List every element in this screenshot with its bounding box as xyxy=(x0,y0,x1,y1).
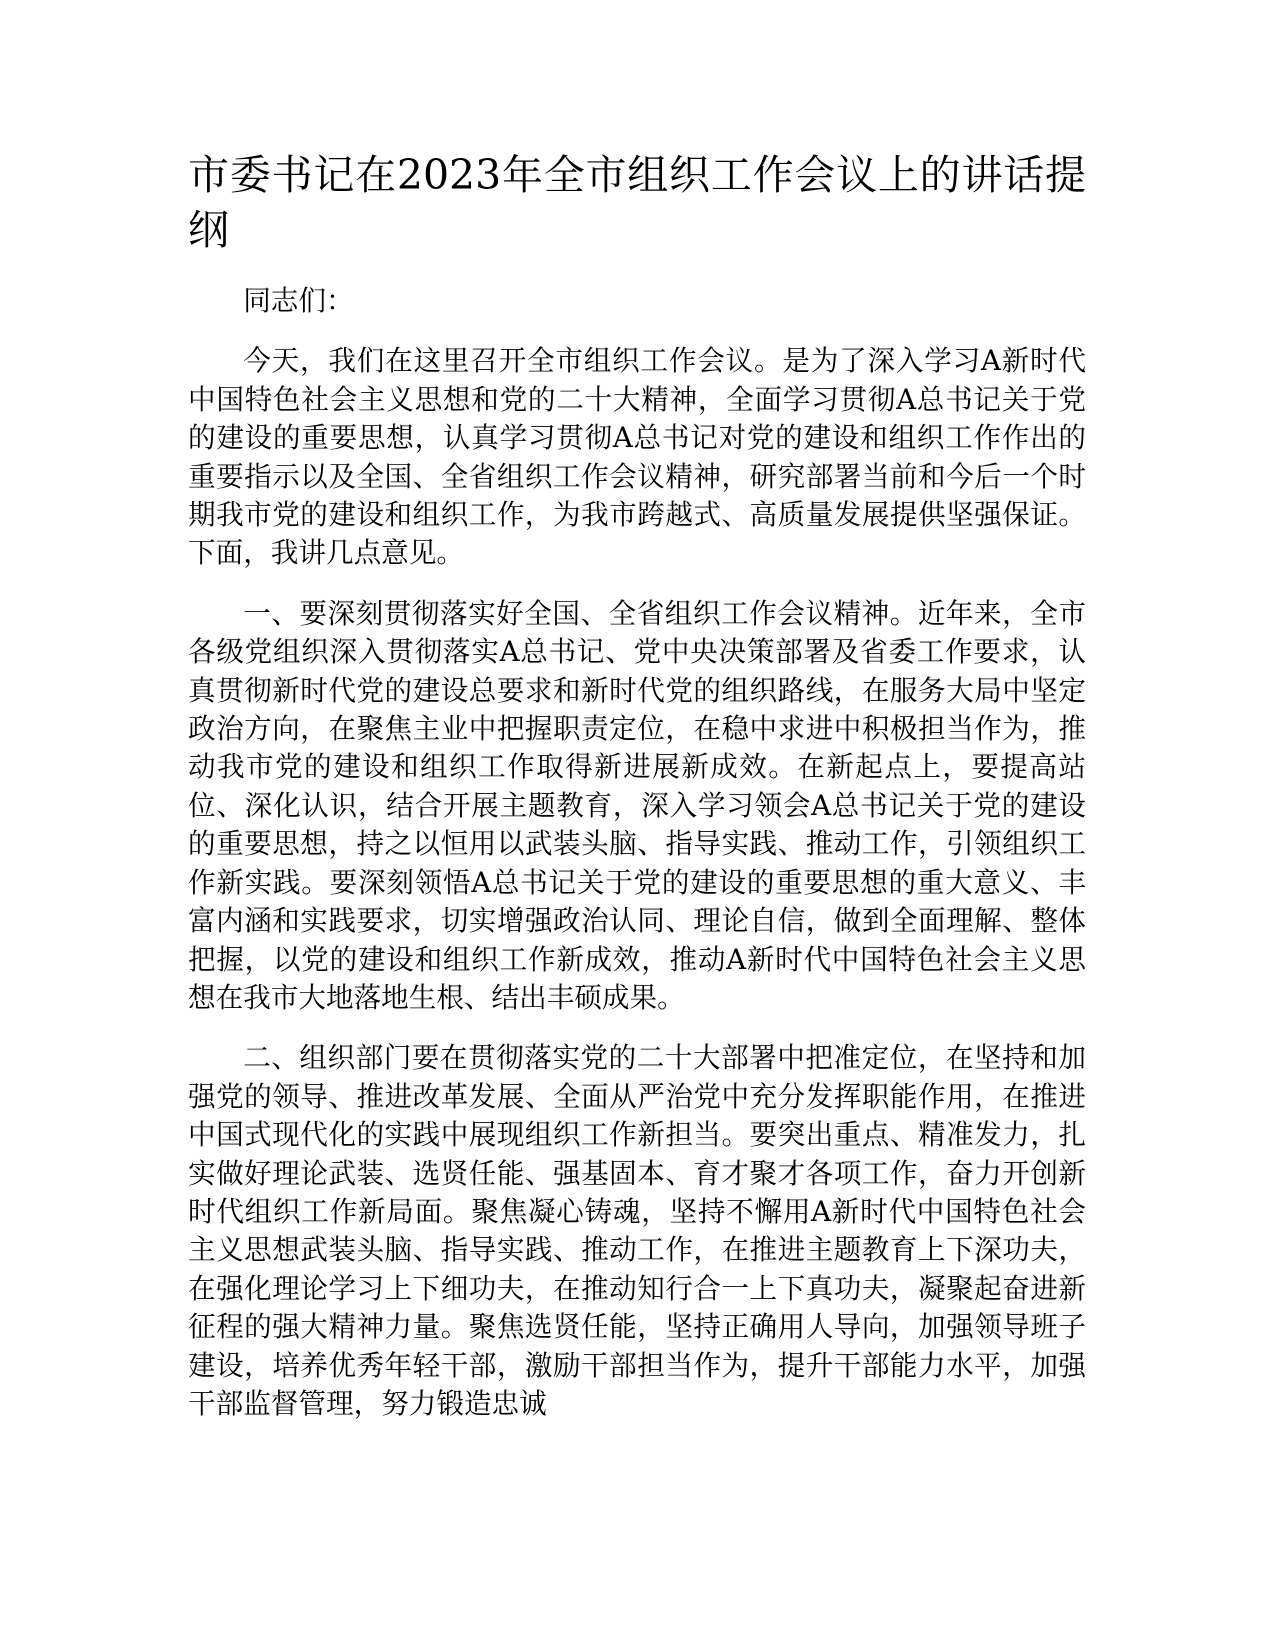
paragraph-section-1: 一、要深刻贯彻落实好全国、全省组织工作会议精神。近年来，全市各级党组织深入贯彻落实A总书记、党中央决策部署及省委工作要求，认真贯彻新时代党的建设总要求和新时代党的组织路线，在服务大局中坚定政治方向，在聚焦主业中把握职责定位，在稳中求进中积极担当作为，推动我市党的建设和组织工作取得新进展新成效。在新起点上，要提高站位、深化认识，结合开展主题教育，深入学习领会A总书记关于党的建设的重要思想，持之以恒用以武装头脑、指导实践、推动工作，引领组织工作新实践。要深刻领悟A总书记关于党的建设的重要思想的重大意义、丰富内涵和实践要求，切实增强政治认同、理论自信，做到全面理解、整体把握，以党的建设和组织工作新成效，推动A新时代中国特色社会主义思想在我市大地落地生根、结出丰硕成果。 xyxy=(188,596,1086,1014)
paragraph-section-2: 二、组织部门要在贯彻落实党的二十大部署中把准定位，在坚持和加强党的领导、推进改革发展、全面从严治党中充分发挥职能作用，在推进中国式现代化的实践中展现组织工作新担当。要突出重点、精准发力，扎实做好理论武装、选贤任能、强基固本、育才聚才各项工作，奋力开创新时代组织工作新局面。聚焦凝心铸魂，坚持不懈用A新时代中国特色社会主义思想武装头脑、指导实践、推动工作，在推进主题教育上下深功夫，在强化理论学习上下细功夫，在推动知行合一上下真功夫，凝聚起奋进新征程的强大精神力量。聚焦选贤任能，坚持正确用人导向，加强领导班子建设，培养优秀年轻干部，激励干部担当作为，提升干部能力水平，加强干部监督管理，努力锻造忠诚 xyxy=(188,1041,1086,1420)
salutation: 同志们： xyxy=(243,284,354,317)
document-body xyxy=(188,148,1086,1445)
document-title: 市委书记在2023年全市组织工作会议上的讲话提纲 xyxy=(188,151,1086,254)
paragraph-intro: 今天，我们在这里召开全市组织工作会议。是为了深入学习A新时代中国特色社会主义思想和党的二十大精神，全面学习贯彻A总书记关于党的建设的重要思想，认真学习贯彻A总书记对党的建设和组织工作作出的重要指示以及全国、全省组织工作会议精神，研究部署当前和今后一个时期我市党的建设和组织工作，为我市跨越式、高质量发展提供坚强保证。下面，我讲几点意见。 xyxy=(188,344,1086,570)
